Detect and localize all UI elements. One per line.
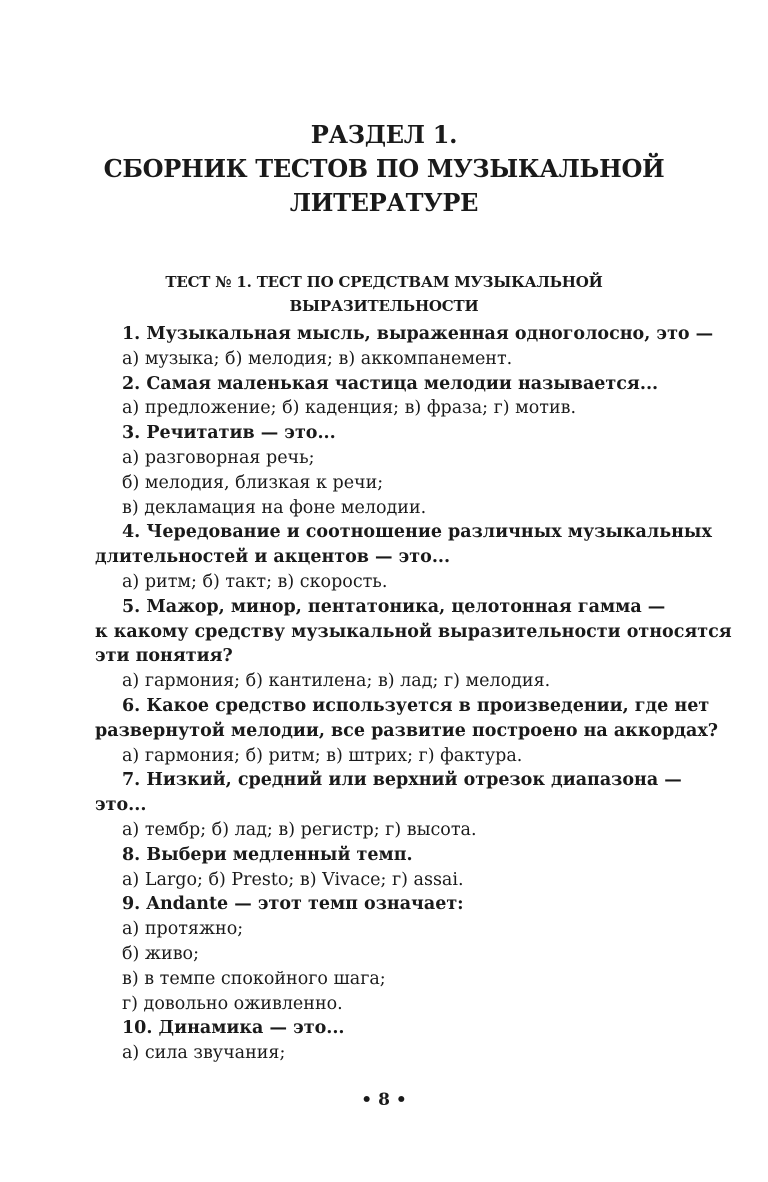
question-text: 9. Andante — этот темп означает: (122, 894, 464, 915)
test-title (0, 270, 768, 318)
page-number: • 8 • (361, 1090, 407, 1110)
question-text: 7. Низкий, средний или верхний отрезок диапазона — (122, 770, 682, 791)
section-title-line: РАЗДЕЛ 1. (310, 120, 458, 149)
section-title-line: ЛИТЕРАТУРЕ (289, 188, 479, 217)
answer-options: а) предложение; б) каденция; в) фраза; г) мотив. (122, 398, 577, 419)
question-text-continued: длительностей и акцентов — это... (95, 547, 451, 568)
answer-option: а) протяжно; (122, 919, 244, 940)
test-title-line: ВЫРАЗИТЕЛЬНОСТИ (289, 297, 479, 315)
answer-option: г) довольно оживленно. (122, 993, 343, 1014)
question-text: 4. Чередование и соотношение различных музыкальных (122, 522, 712, 543)
question-text: 10. Динамика — это... (122, 1018, 345, 1039)
question-text: 6. Какое средство используется в произведении, где нет (122, 695, 710, 716)
question-text-continued: к какому средству музыкальной выразительности относятся (95, 621, 732, 642)
test-title-line: ТЕСТ № 1. ТЕСТ ПО СРЕДСТВАМ МУЗЫКАЛЬНОЙ (165, 273, 603, 291)
answer-options: а) гармония; б) ритм; в) штрих; г) фактура. (122, 745, 523, 766)
question-text: 5. Мажор, минор, пентатоника, целотонная гамма — (122, 596, 666, 617)
question-text-continued: развернутой мелодии, все развитие построено на аккордах? (95, 720, 719, 741)
question-text-continued: это... (95, 795, 147, 816)
test-body (95, 322, 732, 1066)
question-text-continued: эти понятия? (95, 646, 233, 667)
question-text: 8. Выбери медленный темп. (122, 844, 413, 865)
section-title (0, 118, 768, 220)
answer-options: а) тембр; б) лад; в) регистр; г) высота. (122, 819, 477, 840)
answer-option: б) мелодия, близкая к речи; (122, 472, 384, 493)
answer-option: а) сила звучания; (122, 1043, 286, 1064)
answer-option: в) в темпе спокойного шага; (122, 968, 386, 989)
answer-options: а) ритм; б) такт; в) скорость. (122, 571, 388, 592)
answer-options: а) музыка; б) мелодия; в) аккомпанемент. (122, 348, 513, 369)
question-text: 2. Самая маленькая частица мелодии называется... (122, 373, 659, 394)
answer-option: в) декламация на фоне мелодии. (122, 497, 427, 518)
section-title-line: СБОРНИК ТЕСТОВ ПО МУЗЫКАЛЬНОЙ (103, 154, 665, 183)
answer-option: б) живо; (122, 943, 199, 964)
answer-option: а) разговорная речь; (122, 447, 315, 468)
question-text: 3. Речитатив — это... (122, 423, 336, 444)
answer-options: а) гармония; б) кантилена; в) лад; г) мелодия. (122, 671, 551, 692)
answer-options: а) Largo; б) Presto; в) Vivace; г) assai. (122, 869, 464, 890)
question-text: 1. Музыкальная мысль, выраженная одноголосно, это — (122, 324, 714, 344)
